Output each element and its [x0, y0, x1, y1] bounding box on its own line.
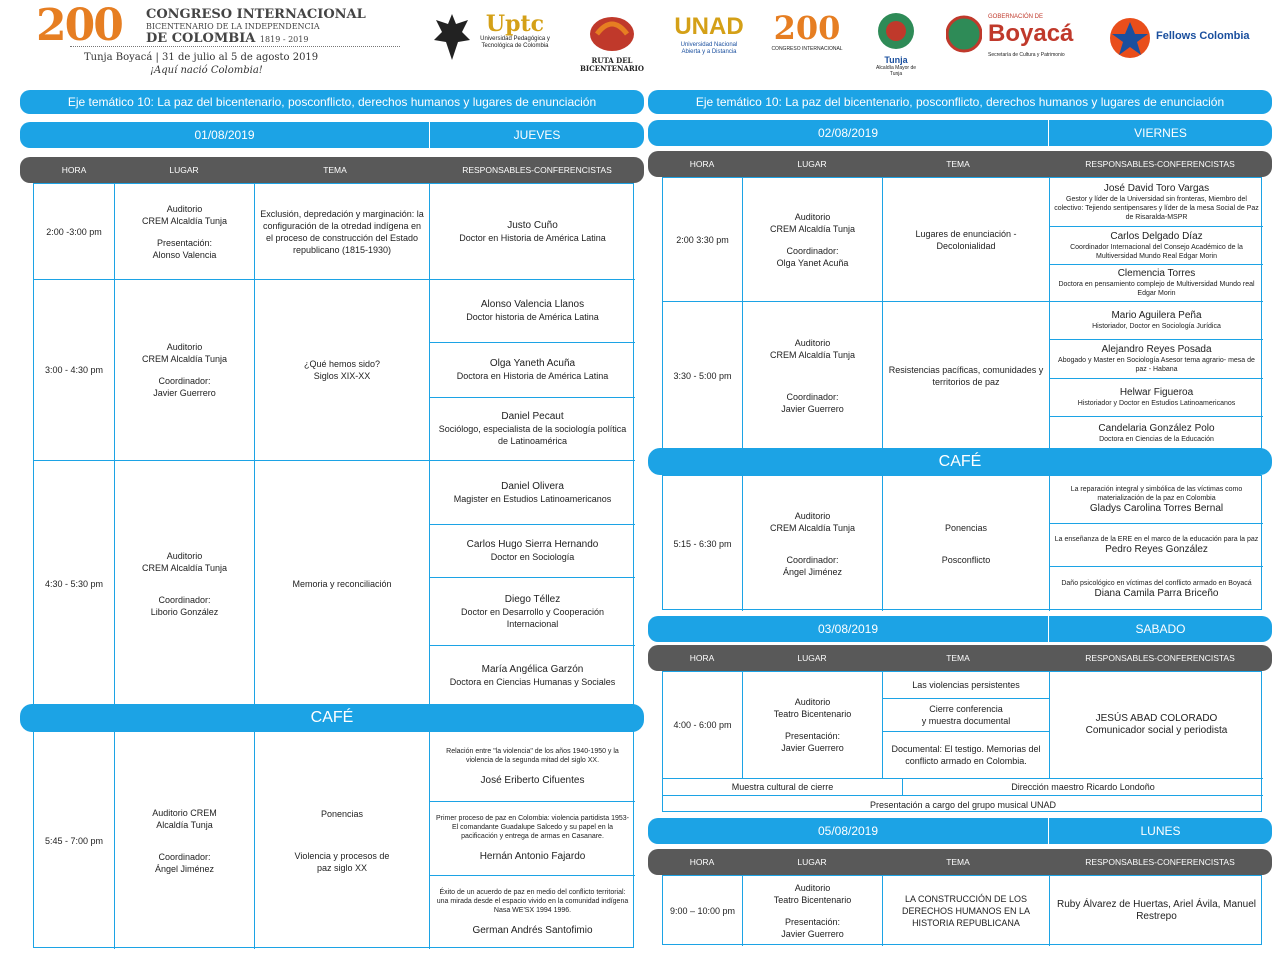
resp-cell: La reparación integral y simbólica de las víctimas como materialización de la paz en Colombia Gladys Carolina Torres Bernal — [1050, 476, 1263, 524]
col-resp: RESPONSABLES-CONFERENCISTAS — [1085, 653, 1235, 663]
day: SABADO — [1135, 622, 1186, 636]
resp-cell: JESÚS ABAD COLORADO Comunicador social y periodista — [1050, 672, 1263, 779]
resp-cell: Carlos Delgado Díaz Coordinador Internacional del Consejo Académico de la Multiversidad Mundo Real Edgar Morin — [1050, 227, 1263, 265]
lugar-cell: Auditorio Teatro Bicentenario Presentación: Javier Guerrero — [743, 876, 883, 946]
title-line2: BICENTENARIO DE LA INDEPENDENCIA — [146, 22, 320, 31]
muestra-cell: Muestra cultural de cierre — [663, 779, 903, 796]
hora-cell: 4:30 - 5:30 pm — [34, 461, 115, 706]
lugar-cell: Auditorio CREM Alcaldía Tunja Presentación: Alonso Valencia — [115, 184, 255, 280]
left-date: 01/08/2019 — [194, 128, 255, 142]
date: 05/08/2019 — [817, 824, 879, 838]
left-schedule-grid-2 — [33, 731, 634, 948]
tema-cell: LA CONSTRUCCIÓN DE LOS DERECHOS HUMANOS EN LA HISTORIA REPUBLICANA — [883, 876, 1050, 946]
right-column-header-3 — [648, 849, 1272, 875]
resp-cell: Daño psicológico en víctimas del conflicto armado en Boyacá Diana Camila Parra Briceño — [1061, 579, 1252, 599]
resp-cell: Relación entre "la violencia" de los años 1940-1950 y la violencia de la segunda mitad del siglo XX. José Eriberto Cifuentes — [430, 732, 635, 802]
tema-cell: Memoria y reconciliación — [255, 461, 430, 706]
boyaca-shield-icon — [946, 14, 982, 54]
left-eje-band — [20, 90, 644, 114]
resp-cell: Daniel Pecaut Sociólogo, especialista de la sociología política de Latinoamérica — [430, 398, 635, 461]
right-schedule-grid-1 — [662, 177, 1262, 449]
tema-cell: Ponencias Posconflicto — [883, 476, 1050, 611]
speaker-name: Justo Cuño — [507, 219, 558, 231]
resp-cell: La enseñanza de la ERE en el marco de la educación para la paz Pedro Reyes González — [1050, 524, 1263, 567]
lugar-cell: Auditorio CREM Alcaldía Tunja Coordinador: Javier Guerrero — [743, 302, 883, 450]
congress-200-logo: 200 — [36, 0, 122, 51]
resp-cell: Éxito de un acuerdo de paz en medio del conflicto territorial: una mirada desde el espacio vivido en la comunidad indígena Nasa WE'SX 1994 1996. German Andrés Santofimio — [436, 889, 629, 936]
unad-logo: UNAD Universidad Nacional Abierta y a Distancia — [674, 13, 744, 55]
day: LUNES — [1140, 824, 1181, 838]
col-resp: RESPONSABLES-CONFERENCISTAS — [462, 165, 612, 175]
col-resp: RESPONSABLES-CONFERENCISTAS — [1085, 159, 1235, 169]
lugar-cell: Auditorio CREM Alcaldía Tunja Coordinador: Javier Guerrero — [115, 280, 255, 461]
resp-cell: Alonso Valencia Llanos Doctor historia de América Latina — [430, 280, 635, 343]
hora-cell: 2:00 3:30 pm — [663, 178, 743, 302]
resp-cell: Ruby Álvarez de Huertas, Ariel Ávila, Manuel Restrepo — [1057, 899, 1256, 922]
hora-cell: 3:00 - 4:30 pm — [34, 280, 115, 461]
resp-cell: Helwar Figueroa Historiador y Doctor en Estudios Latinoamericanos — [1050, 379, 1263, 417]
lugar-cell: Auditorio CREM Alcaldía Tunja Coordinador: Liborio González — [115, 461, 255, 706]
date: 03/08/2019 — [817, 622, 879, 636]
right-eje-title: Eje temático 10: La paz del bicentenario, posconflicto, derechos humanos y lugares de enunciación — [695, 95, 1225, 109]
resp-cell: Candelaria González Polo Doctora en Ciencias de la Educación — [1098, 423, 1215, 443]
right-column-header-2 — [648, 645, 1272, 671]
left-schedule-grid-1 — [33, 183, 634, 705]
date: 02/08/2019 — [817, 126, 879, 140]
tema-cell: Exclusión, depredación y marginación: la configuración de la otredad indígena en el proceso de construcción del Estado republicano (1815-1930) — [255, 184, 430, 280]
tunja-seal-icon — [874, 12, 918, 50]
tema-cell: Lugares de enunciación -Decolonialidad — [883, 178, 1050, 302]
right-date-band-2 — [648, 616, 1272, 642]
hora-cell: 5:15 - 6:30 pm — [663, 476, 743, 611]
right-schedule-grid-3 — [662, 671, 1262, 812]
right-date-band-3 — [648, 818, 1272, 844]
hora-cell: 3:30 - 5:00 pm — [663, 302, 743, 450]
speaker-desc: Doctor en Historia de América Latina — [459, 232, 606, 243]
divider — [70, 46, 400, 47]
col-hora: HORA — [689, 159, 715, 169]
col-hora: HORA — [689, 857, 715, 867]
left-eje-title: Eje temático 10: La paz del bicentenario, posconflicto, derechos humanos y lugares de enunciación — [67, 95, 597, 109]
lugar-cell: Auditorio CREM Alcaldía Tunja Coordinador: Ángel Jiménez — [743, 476, 883, 611]
congress-200-small-logo: 200 CONGRESO INTERNACIONAL — [771, 9, 843, 52]
tema-cell: Las violencias persistentes — [883, 672, 1050, 699]
col-hora: HORA — [61, 165, 87, 175]
hora-cell: 2:00 -3:00 pm — [34, 184, 115, 280]
col-lugar: LUGAR — [797, 857, 827, 867]
event-location: Tunja Boyacá | 31 de julio al 5 de agosto 2019 — [84, 52, 319, 63]
uptc-logo: Uptc Universidad Pedagógica y Tecnológica de Colombia — [480, 11, 550, 49]
header — [0, 0, 1280, 86]
title-line1: CONGRESO INTERNACIONAL — [146, 7, 366, 22]
ruta-bicentenario-logo: RUTA DEL BICENTENARIO — [578, 12, 646, 73]
hora-cell: 4:00 - 6:00 pm — [663, 672, 743, 779]
col-tema: TEMA — [946, 653, 970, 663]
resp-cell: María Angélica Garzón Doctora en Ciencias Humanas y Sociales — [449, 664, 616, 687]
right-cafe-band: CAFÉ — [648, 448, 1272, 475]
title-line3: DE COLOMBIA 1819 - 2019 — [146, 31, 309, 46]
right-column-header-1 — [648, 151, 1272, 177]
right-schedule-grid-2 — [662, 475, 1262, 610]
lugar-cell: Auditorio CREM Alcaldía Tunja Coordinador: Olga Yanet Acuña — [743, 178, 883, 302]
left-column-header — [20, 157, 644, 183]
day: VIERNES — [1134, 126, 1187, 140]
direccion-cell: Dirección maestro Ricardo Londoño — [903, 779, 1263, 796]
col-tema: TEMA — [946, 857, 970, 867]
lugar-cell: Auditorio Teatro Bicentenario Presentación: Javier Guerrero — [743, 672, 883, 779]
resp-cell: Diego Téllez Doctor en Desarrollo y Cooperación Internacional — [430, 578, 635, 646]
resp-cell: Daniel Olivera Magister en Estudios Latinoamericanos — [430, 461, 635, 525]
tema-cell: Cierre conferencia y muestra documental — [883, 699, 1050, 732]
resp-cell: Primer proceso de paz en Colombia: violencia partidista 1953- El comandante Guadalupe Salcedo y su papel en la pacificación y entrega de armas en Casanare. Hernán Antonio Fajardo — [430, 802, 635, 876]
fellows-star-icon — [1108, 16, 1152, 60]
boyaca-logo: GOBERNACIÓN DE Boyacá Secretaría de Cultura y Patrimonio — [946, 14, 1086, 62]
presentacion-cell: Presentación a cargo del grupo musical UNAD — [869, 799, 1057, 810]
col-lugar: LUGAR — [169, 165, 199, 175]
right-eje-band — [648, 90, 1272, 114]
tema-cell: Resistencias pacíficas, comunidades y territorios de paz — [883, 302, 1050, 450]
col-lugar: LUGAR — [797, 653, 827, 663]
ruta-bicentenario-icon — [587, 12, 637, 52]
hora-cell: 5:45 - 7:00 pm — [34, 732, 115, 949]
col-hora: HORA — [689, 653, 715, 663]
colombia-shield-icon — [432, 12, 472, 62]
event-slogan: ¡Aquí nació Colombia! — [150, 65, 263, 76]
resp-cell: Clemencia Torres Doctora en pensamiento complejo de Multiversidad Mundo real Edgar Morin — [1050, 265, 1263, 302]
col-tema: TEMA — [323, 165, 347, 175]
right-date-band-1 — [648, 120, 1272, 146]
tunja-logo: Tunja Alcaldía Mayor de Tunja — [870, 12, 922, 77]
lugar-cell: Auditorio CREM Alcaldía Tunja Coordinador: Ángel Jiménez — [115, 732, 255, 949]
resp-cell: Mario Aguilera Peña Historiador, Doctor en Sociología Jurídica — [1050, 302, 1263, 340]
left-date-band — [20, 122, 644, 148]
hora-cell: 9:00 – 10:00 pm — [663, 876, 743, 946]
right-schedule-grid-4 — [662, 875, 1262, 945]
resp-cell: Alejandro Reyes Posada Abogado y Master en Sociología Asesor tema agrario- mesa de paz - Habana — [1050, 340, 1263, 379]
col-lugar: LUGAR — [797, 159, 827, 169]
tema-cell: ¿Qué hemos sido? Siglos XIX-XX — [255, 280, 430, 461]
col-resp: RESPONSABLES-CONFERENCISTAS — [1085, 857, 1235, 867]
fellows-colombia-logo: Fellows Colombia — [1108, 16, 1256, 60]
tema-cell: Ponencias Violencia y procesos de paz siglo XX — [255, 732, 430, 949]
resp-cell: Olga Yaneth Acuña Doctora en Historia de América Latina — [430, 343, 635, 398]
congress-title — [146, 9, 366, 46]
resp-cell: José David Toro Vargas Gestor y líder de la Universidad sin fronteras, Miembro del colectivo: Tejiendo sentipensares y líder de la mesa Social de Paz de Risaralda-MSPR — [1050, 178, 1263, 227]
left-cafe-band: CAFÉ — [20, 704, 644, 732]
resp-cell — [430, 184, 635, 280]
col-tema: TEMA — [946, 159, 970, 169]
tema-cell: Documental: El testigo. Memorias del conflicto armado en Colombia. — [883, 732, 1050, 779]
resp-cell: Carlos Hugo Sierra Hernando Doctor en Sociología — [430, 525, 635, 578]
left-day: JUEVES — [513, 128, 561, 142]
